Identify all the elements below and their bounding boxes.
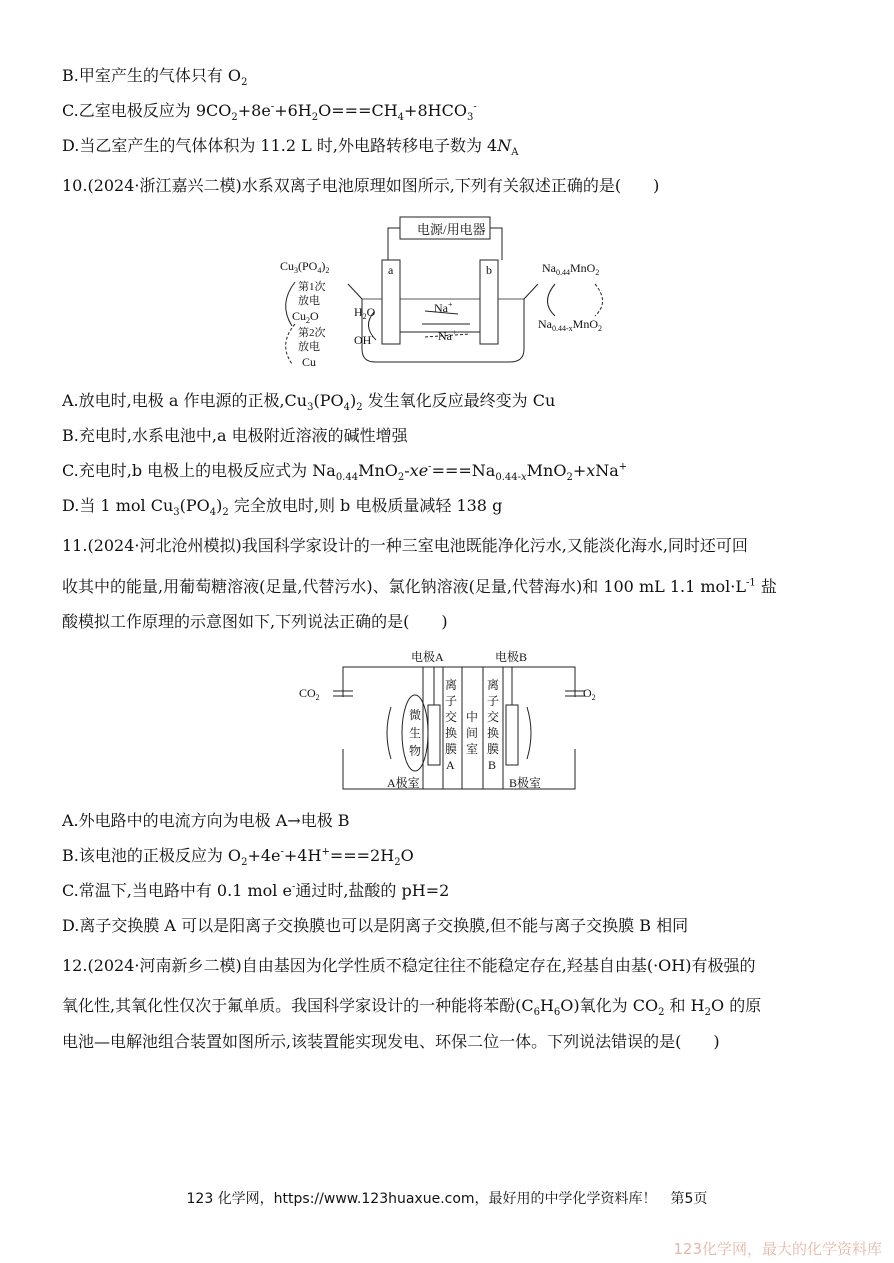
o2-label: $O_2$ bbox=[583, 686, 596, 702]
svg-text:放电: 放电 bbox=[298, 341, 320, 353]
discharge-arrow-2 bbox=[286, 324, 295, 364]
electrode-a-label: 电极A bbox=[411, 650, 444, 664]
electrode-a-label: a bbox=[388, 263, 394, 277]
watermark: 123化学网，最大的化学资料库 bbox=[673, 1240, 882, 1258]
svg-text:中: 中 bbox=[466, 710, 479, 724]
q10-option-b: B.充电时,水系电池中,a 电极附近溶液的碱性增强 bbox=[62, 426, 408, 445]
cell-body bbox=[343, 667, 575, 789]
chamber-a-label: A极室 bbox=[387, 776, 420, 790]
svg-text:膜: 膜 bbox=[487, 742, 500, 756]
svg-text:A: A bbox=[446, 758, 455, 772]
q11-option-d: D.离子交换膜 A 可以是阳离子交换膜也可以是阴离子交换膜,但不能与离子交换膜 B 相同 bbox=[62, 916, 689, 935]
q11-three-chamber-diagram bbox=[295, 645, 600, 795]
svg-text:微: 微 bbox=[409, 708, 422, 722]
svg-text:放电: 放电 bbox=[298, 295, 320, 307]
q11-option-c: C.常温下,当电路中有 0.1 mol e-通过时,盐酸的 pH=2 bbox=[62, 881, 450, 900]
electrolyte-tank bbox=[348, 284, 538, 362]
svg-text:室: 室 bbox=[466, 742, 479, 756]
svg-text:B: B bbox=[488, 758, 497, 772]
co2-label: $CO_2$ bbox=[299, 686, 320, 702]
cu3po42-label: $Cu_3(PO_4)_2$ bbox=[280, 259, 330, 275]
svg-text:第1次: 第1次 bbox=[298, 281, 326, 293]
svg-text:子: 子 bbox=[445, 694, 458, 708]
q12-stem-line-2: 氧化性,其氧化性仅次于氟单质。我国科学家设计的一种能将苯酚$(C_6H_6O)$氧化为 $CO_2$ 和 $H_2O$ 的原 bbox=[62, 996, 762, 1019]
q9-option-c: C.乙室电极反应为 $9CO_2+8e^-+6H_2O===CH_4+8HCO_3^-$ bbox=[62, 101, 477, 124]
oh-label: OH- bbox=[354, 332, 375, 347]
q10-option-d: D.当 1 mol $Cu_3(PO_4)_2$ 完全放电时,则 b 电极质量减轻 138 g bbox=[62, 496, 503, 519]
q9-option-d: D.当乙室产生的气体体积为 11.2 L 时,外电路转移电子数为 $4N_A$ bbox=[62, 136, 519, 159]
q10-stem: 10.(2024·浙江嘉兴二模)水系双离子电池原理如图所示,下列有关叙述正确的是( ) bbox=[62, 176, 660, 195]
svg-text:第2次: 第2次 bbox=[298, 327, 326, 339]
na-ion-label-2: Na+ bbox=[438, 328, 457, 343]
cu2o-label: $Cu_2O$ bbox=[292, 309, 319, 325]
q11-stem-line-2: 收其中的能量,用葡萄糖溶液(足量,代替污水)、氯化钠溶液(足量,代替海水)和 100 mL 1.1 $mol\cdot L^{-1}$ 盐 bbox=[62, 577, 777, 596]
page-footer: 123 化学网，https://www.123huaxue.com，最好用的中学化学资料库！ 第5页 bbox=[186, 1191, 708, 1207]
chamber-b-label: B极室 bbox=[509, 776, 542, 790]
q11-option-a: A.外电路中的电流方向为电极 A→电极 B bbox=[62, 811, 350, 830]
svg-text:间: 间 bbox=[466, 726, 479, 740]
q10-battery-diagram bbox=[270, 214, 630, 374]
svg-text:换: 换 bbox=[487, 726, 500, 740]
cu-label: Cu bbox=[302, 355, 317, 369]
svg-text:物: 物 bbox=[409, 744, 422, 758]
q10-option-a: A.放电时,电极 a 作电源的正极$,Cu_3(PO_4)_2$ 发生氧化反应最终变为 Cu bbox=[62, 391, 556, 414]
power-device-label: 电源/用电器 bbox=[417, 222, 486, 237]
q10-option-c: C.充电时,b 电极上的电极反应式为 $Na_{0.44}MnO_2-xe^-===Na_{0.44-x}MnO_2+xNa^+$ bbox=[62, 461, 628, 484]
electrode-a-plate bbox=[428, 705, 440, 765]
svg-text:交: 交 bbox=[487, 710, 500, 724]
q11-option-b: B.该电池的正极反应为 $O_2+4e^-+4H^+===2H_2O$ bbox=[62, 846, 414, 869]
microbe-arrow bbox=[387, 707, 391, 759]
q9-option-b: B.甲室产生的气体只有 $O_2$ bbox=[62, 66, 248, 89]
h2o-label: $H_2O$ bbox=[354, 305, 376, 321]
svg-text:膜: 膜 bbox=[445, 742, 458, 756]
svg-text:换: 换 bbox=[445, 726, 458, 740]
svg-text:离: 离 bbox=[445, 678, 458, 692]
q12-stem-line-1: 12.(2024·河南新乡二模)自由基因为化学性质不稳定往往不能稳定存在,羟基自由基(·OH)有极强的 bbox=[62, 956, 756, 975]
electrode-b-label: 电极B bbox=[495, 650, 528, 664]
svg-text:生: 生 bbox=[409, 726, 422, 740]
q11-stem-line-1: 11.(2024·河北沧州模拟)我国科学家设计的一种三室电池既能净化污水,又能淡化海水,同时还可回 bbox=[62, 536, 748, 555]
na-ion-label-1: Na+ bbox=[434, 300, 453, 315]
svg-text:交: 交 bbox=[445, 710, 458, 724]
q12-stem-line-3: 电池—电解池组合装置如图所示,该装置能实现发电、环保二位一体。下列说法错误的是( ) bbox=[62, 1032, 720, 1051]
na044xmno2-label: $Na_{0.44-x}MnO_2$ bbox=[538, 317, 603, 333]
electrode-b-label: b bbox=[486, 263, 492, 277]
na044mno2-label: $Na_{0.44}MnO_2$ bbox=[542, 261, 600, 277]
electrode-b-plate bbox=[506, 705, 518, 765]
q11-stem-line-3: 酸模拟工作原理的示意图如下,下列说法正确的是( ) bbox=[62, 612, 448, 631]
svg-text:离: 离 bbox=[487, 678, 500, 692]
svg-text:子: 子 bbox=[487, 694, 500, 708]
